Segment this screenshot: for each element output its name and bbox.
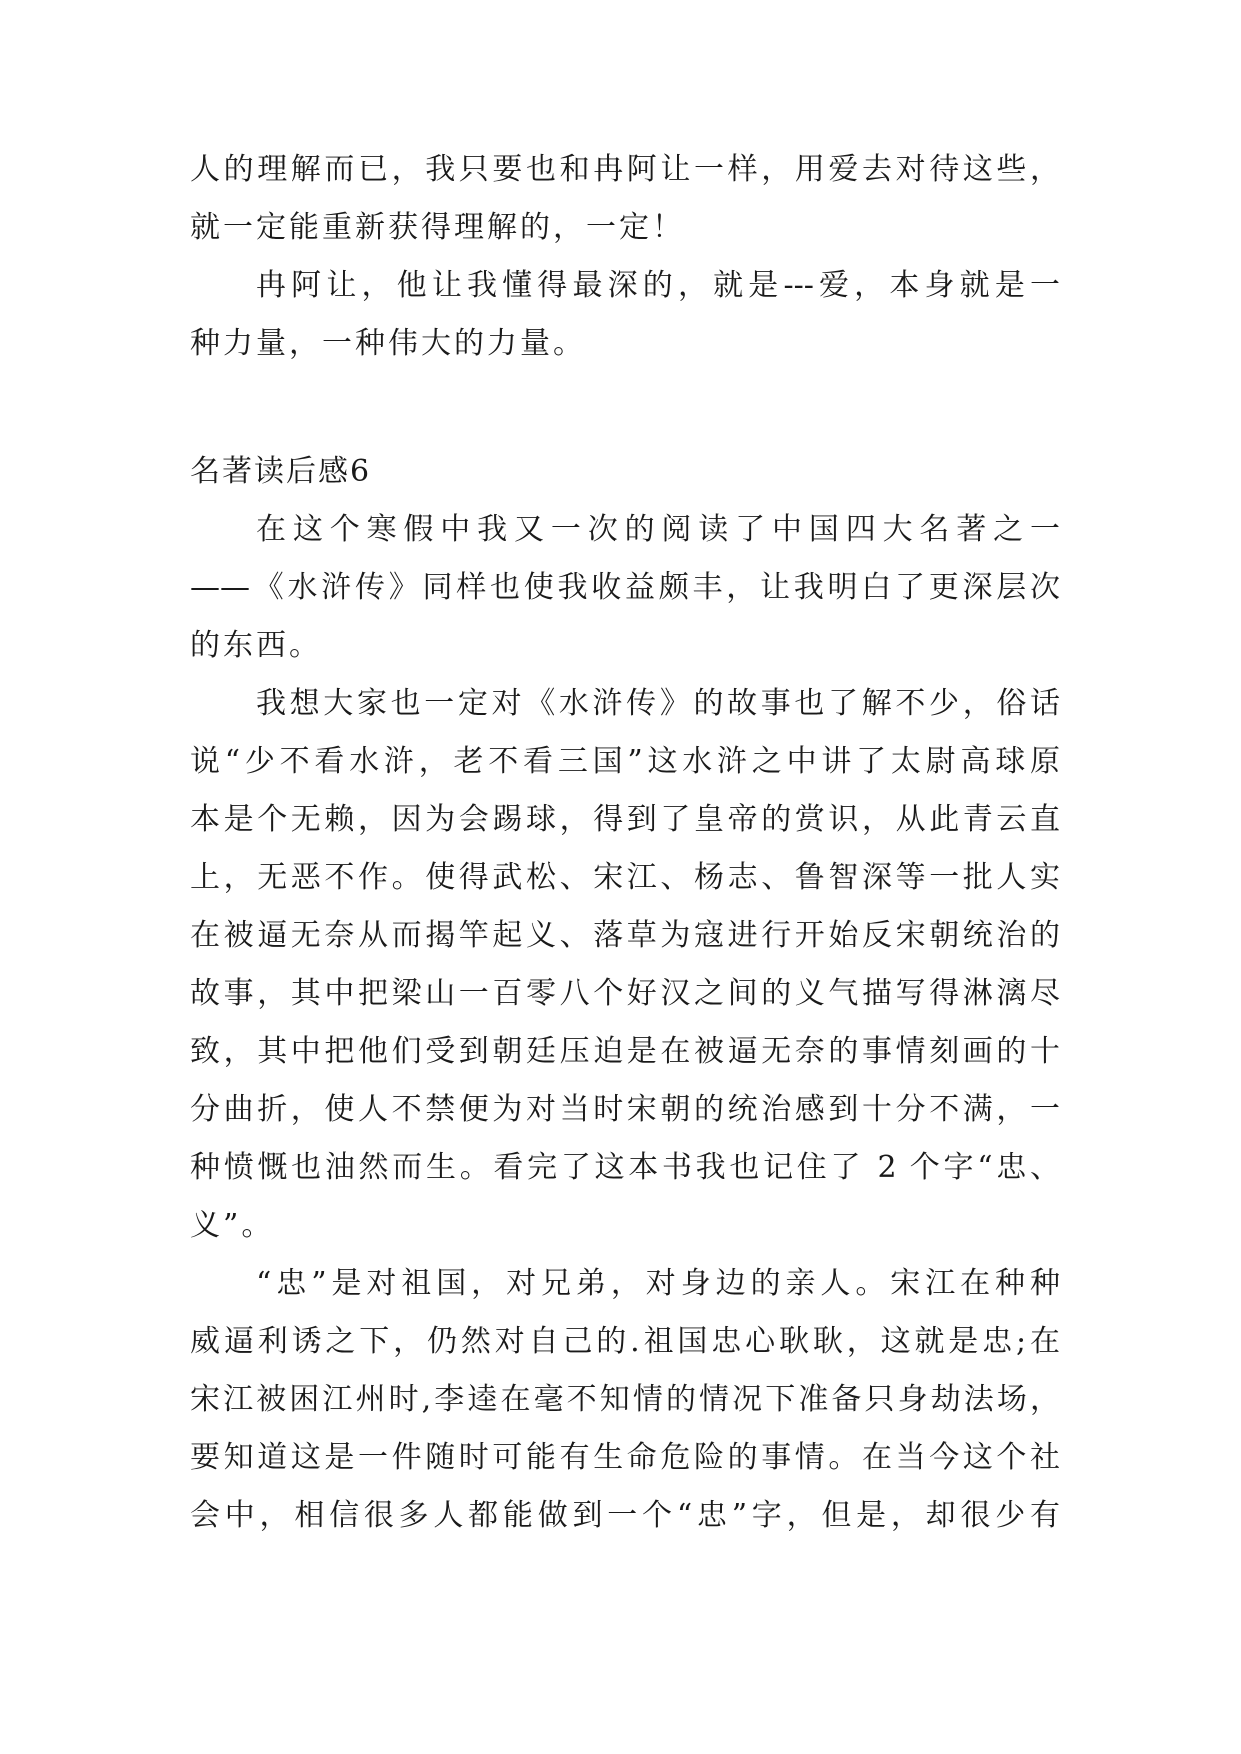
text-line: 会中，相信很多人都能做到一个“忠”字，但是，却很少有	[190, 1498, 1060, 1533]
section-heading: 名著读后感6	[190, 454, 372, 489]
text-line: 我想大家也一定对《水浒传》的故事也了解不少，俗话	[256, 686, 1060, 721]
text-line: 冉阿让，他让我懂得最深的，就是---爱，本身就是一	[256, 268, 1060, 303]
text-line: 本是个无赖，因为会踢球，得到了皇帝的赏识，从此青云直	[190, 802, 1060, 837]
text-line: 的东西。	[190, 628, 322, 663]
text-line: 人的理解而已，我只要也和冉阿让一样，用爱去对待这些，	[190, 152, 1060, 187]
text-line: 种愤慨也油然而生。看完了这本书我也记住了 2 个字“忠、	[190, 1150, 1060, 1185]
text-line: 在这个寒假中我又一次的阅读了中国四大名著之一	[256, 512, 1060, 547]
text-line: ——《水浒传》同样也使我收益颇丰，让我明白了更深层次	[190, 570, 1060, 605]
text-line: 义”。	[190, 1208, 275, 1243]
text-line: 说“少不看水浒，老不看三国”这水浒之中讲了太尉高球原	[190, 744, 1060, 779]
text-line: 威逼利诱之下，仍然对自己的.祖国忠心耿耿，这就是忠;在	[190, 1324, 1060, 1359]
text-line: 故事，其中把梁山一百零八个好汉之间的义气描写得淋漓尽	[190, 976, 1060, 1011]
text-line: 在被逼无奈从而揭竿起义、落草为寇进行开始反宋朝统治的	[190, 918, 1060, 953]
text-line: 宋江被困江州时,李逵在毫不知情的情况下准备只身劫法场，	[190, 1382, 1060, 1417]
text-line: 要知道这是一件随时可能有生命危险的事情。在当今这个社	[190, 1440, 1060, 1475]
text-line: 种力量，一种伟大的力量。	[190, 326, 586, 361]
text-line: 就一定能重新获得理解的，一定！	[190, 210, 685, 245]
text-line: 致，其中把他们受到朝廷压迫是在被逼无奈的事情刻画的十	[190, 1034, 1060, 1069]
text-line: “忠”是对祖国，对兄弟，对身边的亲人。宋江在种种	[256, 1266, 1060, 1301]
text-line: 分曲折，使人不禁便为对当时宋朝的统治感到十分不满，一	[190, 1092, 1060, 1127]
text-line: 上，无恶不作。使得武松、宋江、杨志、鲁智深等一批人实	[190, 860, 1060, 895]
